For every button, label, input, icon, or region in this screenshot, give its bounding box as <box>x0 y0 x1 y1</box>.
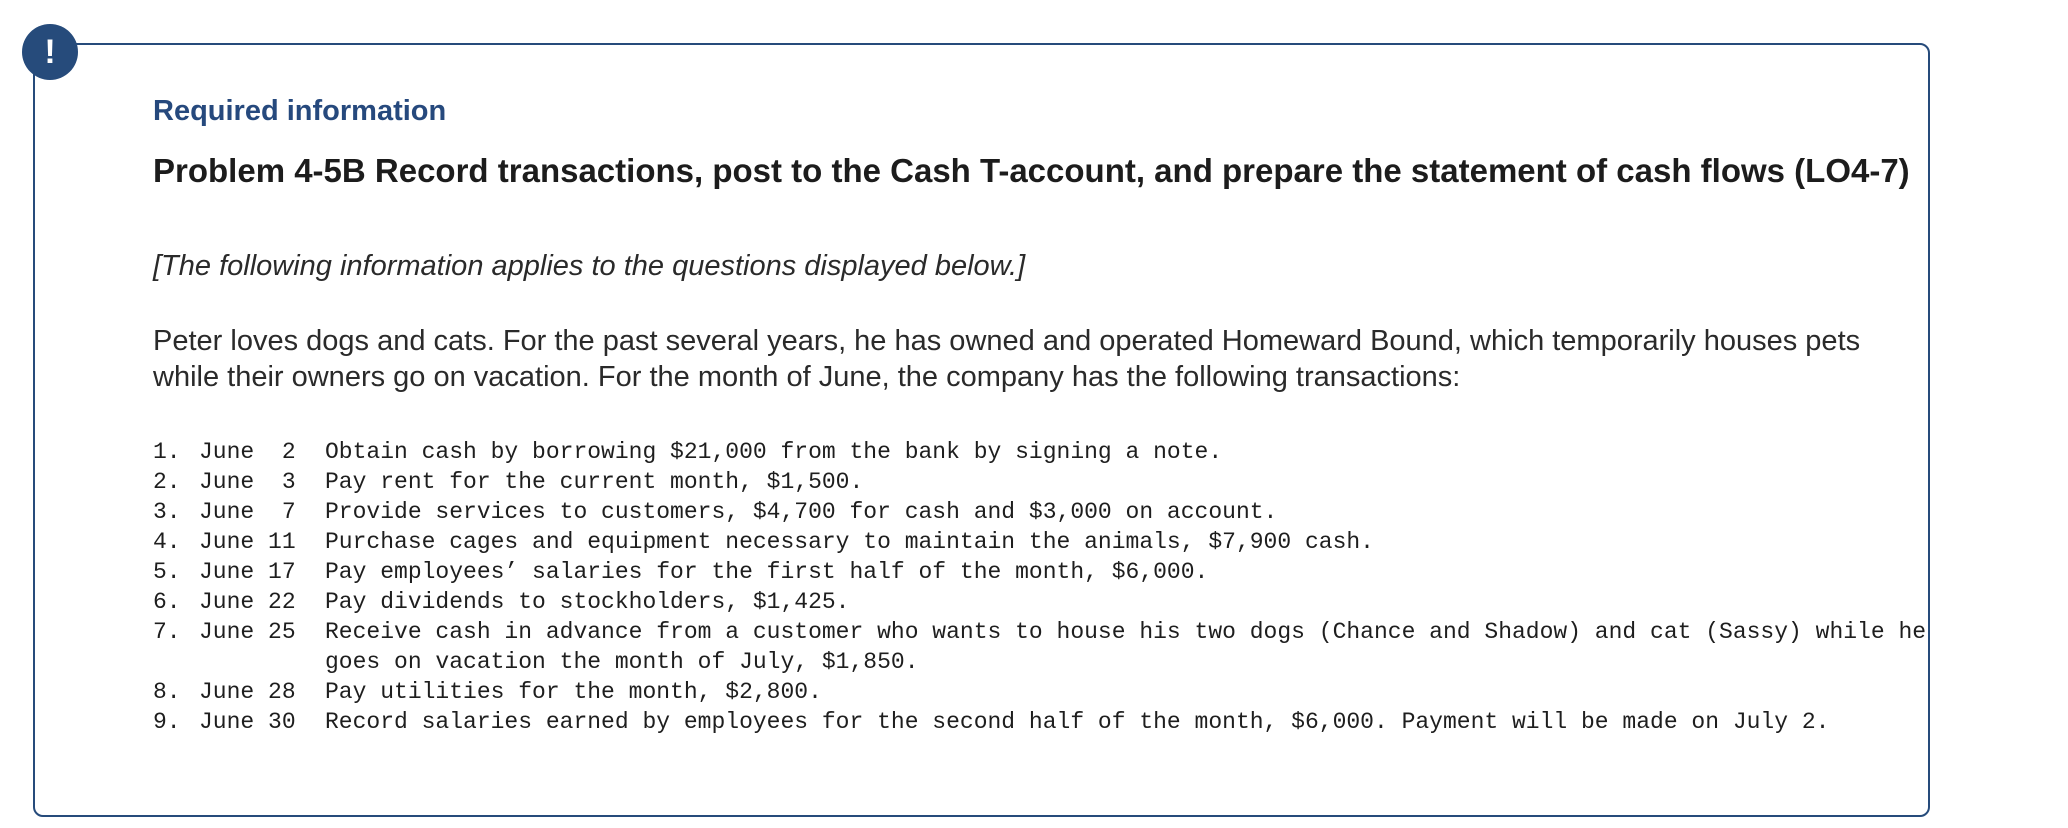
transaction-date: June 2 <box>199 439 296 465</box>
transaction-item <box>153 707 1933 737</box>
transaction-description: Receive cash in advance from a customer who wants to house his two dogs (Chance and Shadow) and cat (Sassy) while he goes on vacation the month of July, $1,850. <box>325 619 1927 675</box>
transaction-description: Pay utilities for the month, $2,800. <box>325 679 822 705</box>
transaction-date: June 7 <box>199 499 296 525</box>
transaction-number: 5. <box>153 559 181 585</box>
transaction-item <box>153 587 1933 617</box>
transaction-date: June 28 <box>199 679 296 705</box>
transaction-item <box>153 617 1933 677</box>
transaction-date: June 25 <box>199 619 296 645</box>
transaction-item <box>153 437 1933 467</box>
transaction-description: Provide services to customers, $4,700 for cash and $3,000 on account. <box>325 499 1278 525</box>
required-information-card <box>33 43 1930 817</box>
problem-title: Problem 4-5B Record transactions, post to the Cash T-account, and prepare the statement of cash flows (LO4-7) <box>153 152 1910 189</box>
intro-paragraph: Peter loves dogs and cats. For the past several years, he has owned and operated Homeward Bound, which temporarily houses pets while their owners go on vacation. For the month of June, the company has the following transactions: <box>153 325 1861 393</box>
transaction-number: 6. <box>153 589 181 615</box>
transaction-description: Pay rent for the current month, $1,500. <box>325 469 864 495</box>
transaction-number: 2. <box>153 469 181 495</box>
transaction-description: Obtain cash by borrowing $21,000 from the bank by signing a note. <box>325 439 1223 465</box>
transaction-date: June 11 <box>199 529 296 555</box>
transaction-number: 4. <box>153 529 181 555</box>
transaction-date: June 3 <box>199 469 296 495</box>
transaction-date: June 30 <box>199 709 296 735</box>
transaction-item <box>153 557 1933 587</box>
transaction-description: Pay dividends to stockholders, $1,425. <box>325 589 850 615</box>
transaction-number: 7. <box>153 619 181 645</box>
transaction-number: 9. <box>153 709 181 735</box>
transaction-item <box>153 677 1933 707</box>
required-information-heading: Required information <box>153 95 447 127</box>
transaction-description: Record salaries earned by employees for the second half of the month, $6,000. Payment will be made on July 2. <box>325 709 1830 735</box>
transaction-item <box>153 497 1933 527</box>
transaction-number: 8. <box>153 679 181 705</box>
applies-note: [The following information applies to the questions displayed below.] <box>153 250 1026 282</box>
transaction-item <box>153 467 1933 497</box>
transaction-number: 1. <box>153 439 181 465</box>
alert-icon: ! <box>22 24 78 80</box>
transaction-date: June 22 <box>199 589 296 615</box>
transaction-description: Pay employees’ salaries for the first half of the month, $6,000. <box>325 559 1209 585</box>
transaction-number: 3. <box>153 499 181 525</box>
transaction-item <box>153 527 1933 557</box>
transaction-date: June 17 <box>199 559 296 585</box>
transaction-list <box>153 437 1933 737</box>
transaction-description: Purchase cages and equipment necessary to maintain the animals, $7,900 cash. <box>325 529 1374 555</box>
